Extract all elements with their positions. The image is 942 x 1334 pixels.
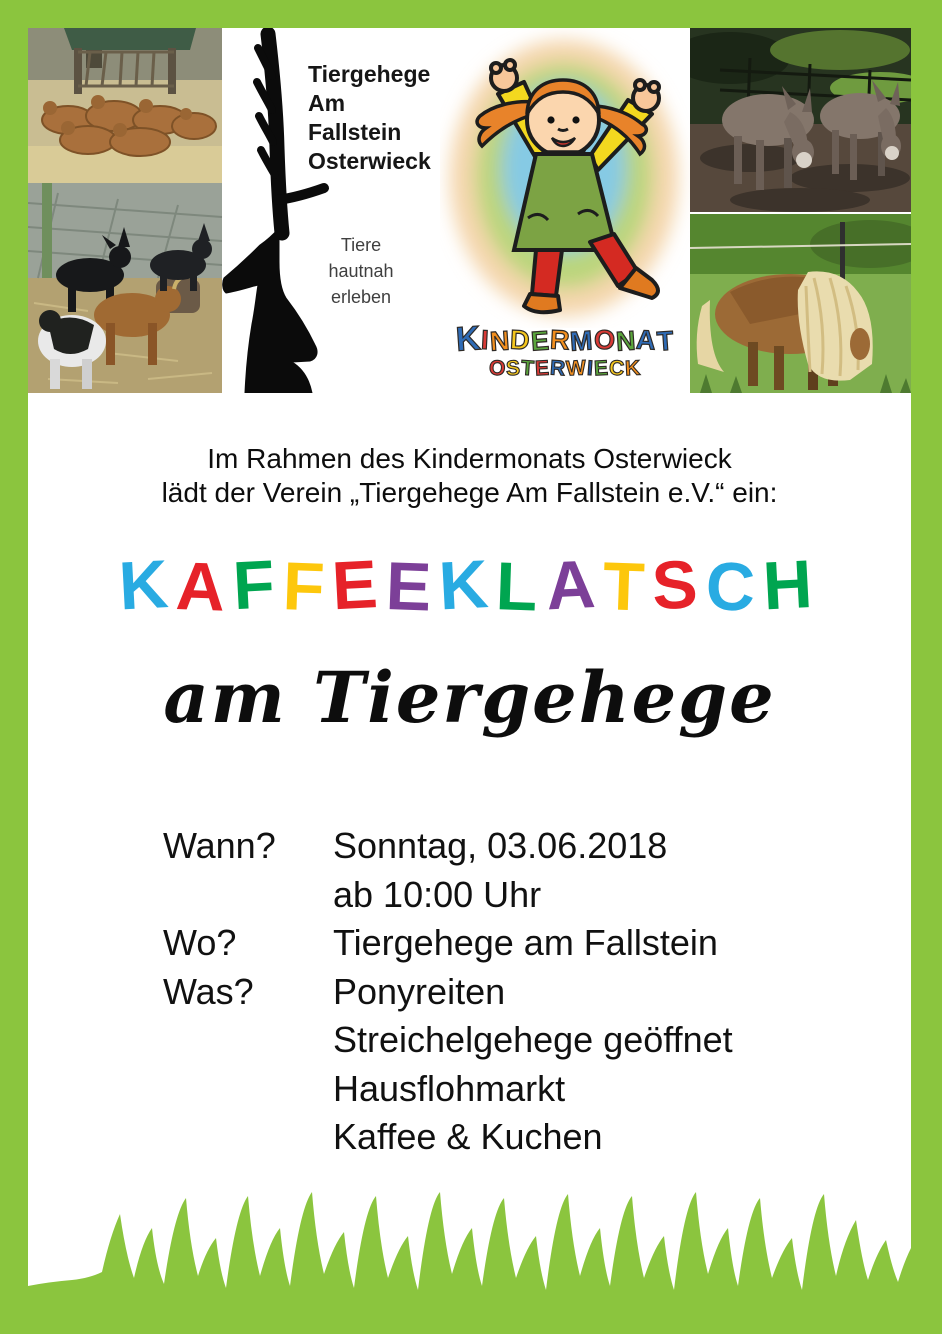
detail-label [163,1113,333,1162]
intro-text [28,442,911,510]
colored-letter: O [488,356,507,381]
detail-row-what [163,968,733,1017]
detail-label [163,1065,333,1114]
event-title [28,546,911,624]
colored-letter: I [480,324,491,356]
kindermonat-wordmark [440,320,690,381]
colored-letter: R [549,324,572,356]
right-photo-column [690,28,911,393]
colored-letter: A [174,548,235,626]
detail-row-coffee-cake [163,1113,733,1162]
detail-value: Tiergehege am Fallstein [333,922,718,963]
colored-letter: F [281,548,334,626]
colored-letter: I [586,356,595,381]
detail-row-time [163,871,733,920]
detail-label: Was? [163,970,254,1012]
event-subtitle: am Tiergehege [163,656,776,739]
club-name-line2: Am Fallstein [308,90,402,145]
child-illustration [440,28,690,328]
colored-letter: K [454,319,483,359]
club-tagline-line2: hautnah [328,261,394,281]
colored-letter: L [494,548,547,626]
header-collage [28,28,911,393]
grass-silhouette [28,1184,911,1334]
colored-letter: C [704,548,765,626]
pony-photo [690,214,911,393]
detail-value: Kaffee & Kuchen [333,1116,603,1157]
colored-letter: W [565,356,588,381]
club-tagline-line3: erleben [330,287,392,307]
colored-letter: T [655,325,676,357]
colored-letter: C [608,356,626,381]
event-details [163,822,733,1162]
detail-row-petting-zoo [163,1016,733,1065]
detail-row-flea-market [163,1065,733,1114]
osterwieck-word [440,357,690,381]
colored-letter: S [505,356,522,381]
colored-letter: A [543,545,605,625]
colored-letter: E [384,548,441,626]
kindermonat-logo-block [440,28,690,393]
colored-letter: D [509,324,532,356]
colored-letter: M [569,325,595,357]
colored-letter: H [760,545,822,625]
detail-label [163,1016,333,1065]
colored-letter: R [549,356,567,381]
flyer-paper [28,28,911,1334]
colored-letter: F [231,545,285,625]
detail-value: Streichelgehege geöffnet [333,1019,733,1060]
detail-row-when [163,822,733,871]
intro-line1: Im Rahmen des Kindermonats Osterwieck [207,443,732,474]
donkeys-photo [690,28,911,212]
colored-letter: E [529,325,551,357]
colored-letter: S [650,545,708,625]
detail-value: Sonntag, 03.06.2018 [333,825,668,866]
club-tagline [306,232,416,310]
deer-herd-photo [28,28,222,183]
left-photo-column [28,28,222,393]
colored-letter: E [534,356,551,381]
colored-letter: T [601,548,654,626]
club-name-line3: Osterwieck [308,148,431,174]
intro-line2: lädt der Verein „Tiergehege Am Fallstein e.V.“ ein: [161,477,778,508]
goats-photo [28,183,222,393]
club-logo-block [222,28,440,393]
colored-letter: K [437,545,499,625]
colored-letter: E [330,545,388,625]
club-tagline-line1: Tiere [340,235,382,255]
colored-letter: K [117,545,179,625]
colored-letter: O [593,324,617,356]
detail-label [163,871,333,920]
colored-letter: T [520,356,536,381]
detail-value: ab 10:00 Uhr [333,873,542,915]
detail-label: Wo? [163,922,237,963]
colored-letter: N [614,325,638,357]
kindermonat-word [440,320,690,359]
detail-label: Wann? [163,825,276,866]
club-name [308,60,440,176]
club-name-line1: Tiergehege [308,61,431,87]
colored-letter: E [593,356,610,381]
detail-value: Hausflohmarkt [333,1067,566,1109]
detail-value: Ponyreiten [333,970,506,1012]
colored-letter: A [635,324,658,356]
colored-letter: N [488,325,512,357]
colored-letter: K [624,356,642,381]
detail-row-where [163,919,733,968]
